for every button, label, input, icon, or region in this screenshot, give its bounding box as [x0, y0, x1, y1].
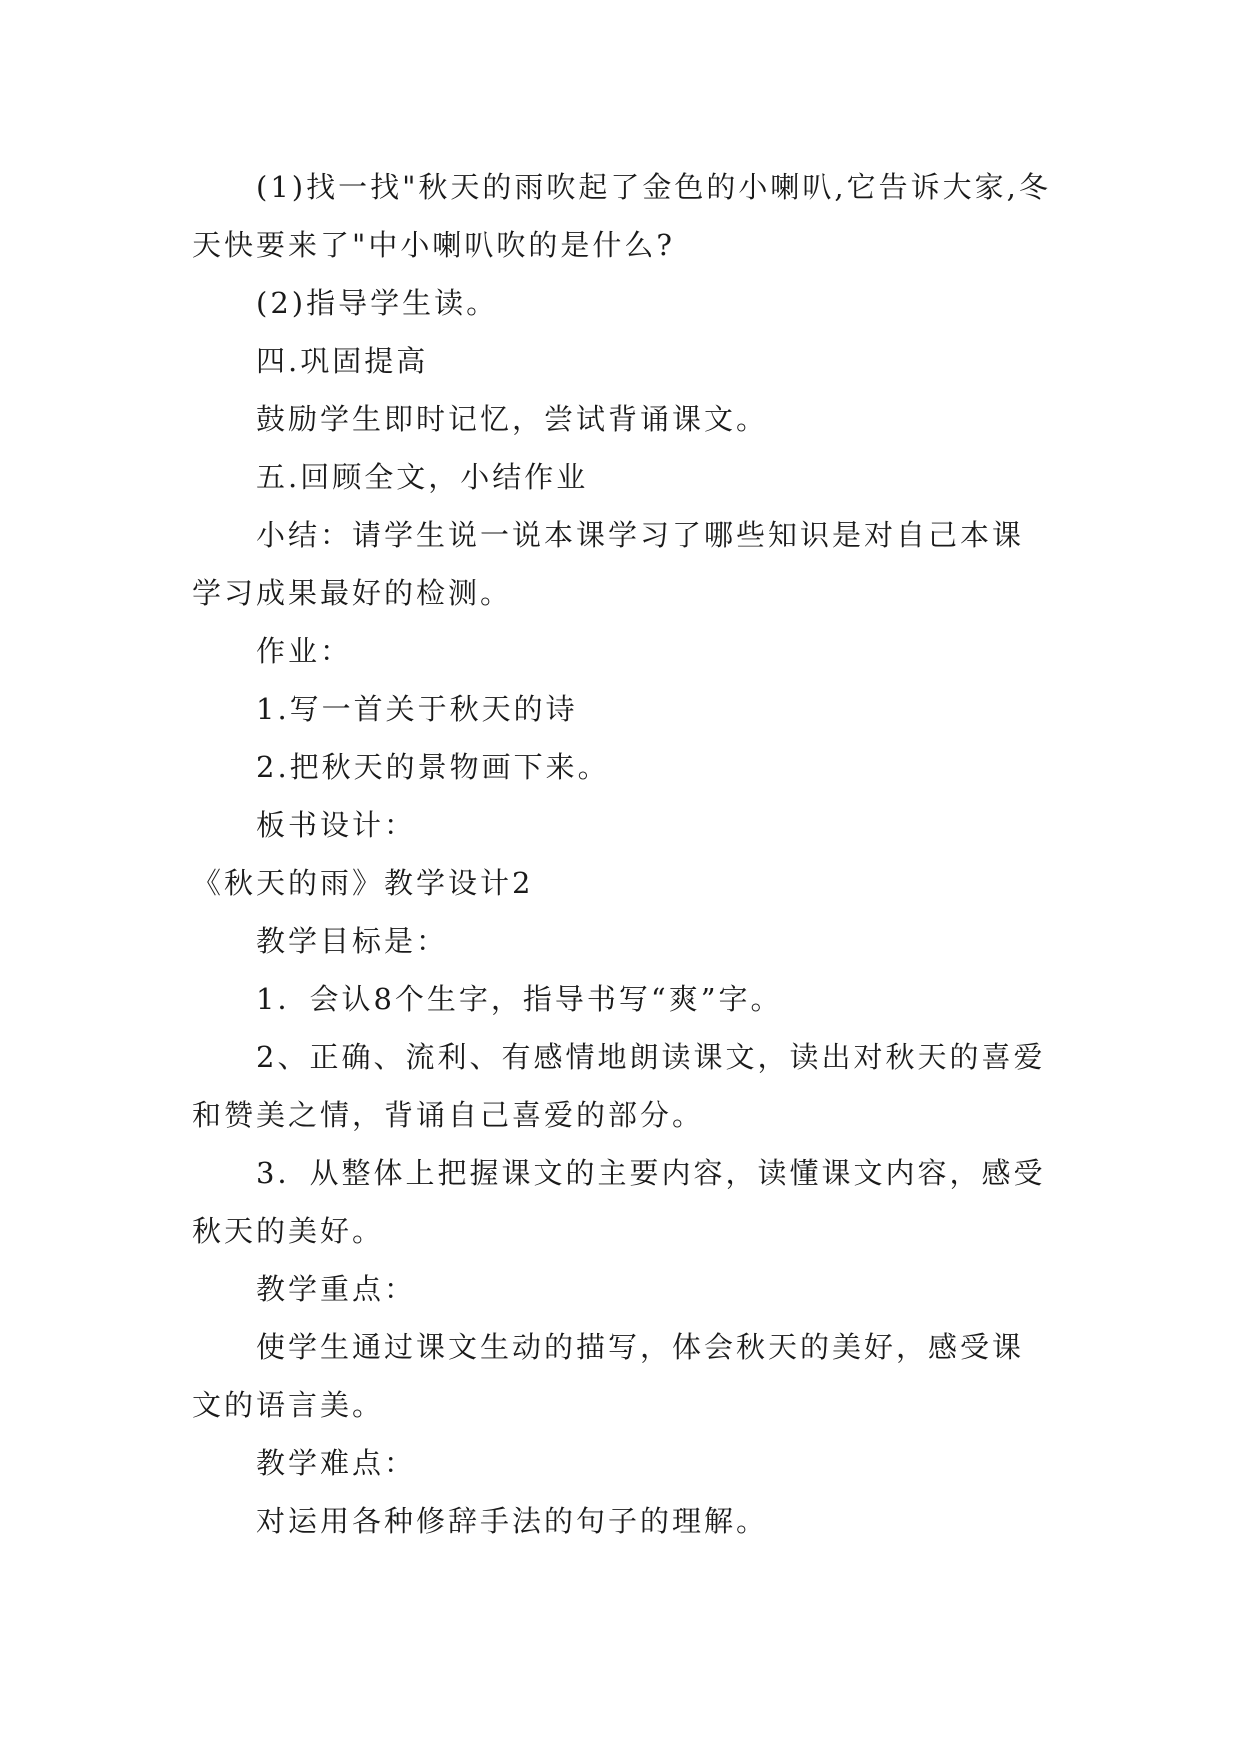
paragraph-step-1: (1)找一找"秋天的雨吹起了金色的小喇叭,它告诉大家,冬天快要来了"中小喇叭吹的是什么?	[192, 170, 1051, 262]
paragraph-consolidate: 鼓励学生即时记忆，尝试背诵课文。	[256, 402, 769, 436]
objective-item-2: 2、正确、流利、有感情地朗读课文，读出对秋天的喜爱和赞美之情，背诵自己喜爱的部分。	[192, 1040, 1046, 1132]
paragraph-summary: 小结：请学生说一说本课学习了哪些知识是对自己本课学习成果最好的检测。	[192, 518, 1025, 610]
homework-item-2: 2.把秋天的景物画下来。	[256, 750, 610, 784]
objective-item-1: 1．会认8个生字，指导书写“爽”字。	[256, 982, 783, 1016]
key-points-heading: 教学重点：	[256, 1272, 417, 1306]
key-points-text: 使学生通过课文生动的描写，体会秋天的美好，感受课文的语言美。	[192, 1330, 1025, 1422]
objective-item-3: 3．从整体上把握课文的主要内容，读懂课文内容，感受秋天的美好。	[192, 1156, 1046, 1248]
difficulties-text: 对运用各种修辞手法的句子的理解。	[256, 1504, 769, 1538]
objectives-heading: 教学目标是：	[256, 924, 449, 958]
board-design-heading: 板书设计：	[256, 808, 417, 842]
section-heading-review: 五.回顾全文，小结作业	[256, 460, 589, 494]
paragraph-step-2: (2)指导学生读。	[256, 286, 499, 320]
section-heading-consolidate: 四.巩固提高	[256, 344, 429, 378]
document-section-title: 《秋天的雨》教学设计2	[192, 866, 534, 900]
homework-item-1: 1.写一首关于秋天的诗	[256, 692, 578, 726]
homework-heading: 作业：	[256, 634, 353, 668]
difficulties-heading: 教学难点：	[256, 1446, 417, 1480]
document-body	[192, 158, 1052, 1550]
